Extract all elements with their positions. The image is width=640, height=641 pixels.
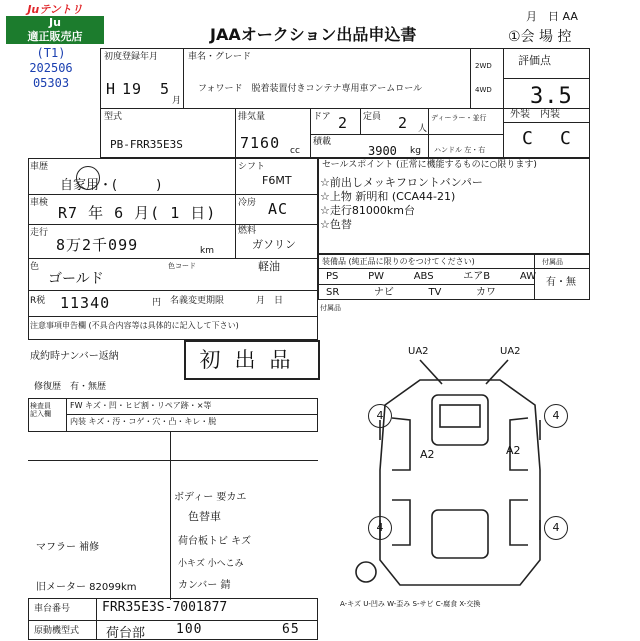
cc-unit: cc (290, 146, 300, 156)
shift-label: シフト (238, 162, 266, 172)
position-value: 荷台部 (106, 626, 146, 641)
use-value: 自家用・( ) (60, 178, 162, 193)
damage-legend: A-キズ U-凹み W-歪み S-サビ C-腐食 X-交換 (340, 600, 481, 608)
private-use-circle (76, 166, 100, 190)
fuel-value-diesel: 軽油 (258, 260, 280, 273)
inspection-check-label: 検査員 記入欄 (30, 402, 51, 418)
drive-2wd: 2WD (475, 62, 492, 70)
note-body: ボディー 要カエ (174, 492, 247, 503)
doors-label: ドア (313, 112, 331, 122)
tax-value: 11340 (60, 294, 111, 312)
header-venue: ①会 場 控 (508, 29, 572, 45)
drive-4wd: 4WD (475, 86, 492, 94)
tire-tread-mark-fl (368, 404, 392, 428)
first-reg-month-unit: 月 (172, 96, 182, 106)
cc-label: 排気量 (238, 112, 266, 122)
handle-label: ハンドル 左・右 (434, 146, 486, 154)
note-scratches: 小キズ 小へこみ (178, 559, 244, 569)
seats-value: 2 (398, 114, 409, 132)
load-value: 3900 (368, 144, 397, 158)
name-change-label: 名義変更期限 (170, 296, 225, 306)
sales-point-2: ☆上物 新明和 (CCA44-21) (320, 190, 456, 203)
document-title: JAAオークション出品申込書 (210, 25, 417, 44)
exterior-grade: C (522, 128, 534, 149)
sheet-id (8, 46, 94, 126)
name-change-value: 月 日 (256, 296, 284, 306)
header-date: 月 日 AA (526, 10, 578, 23)
seats-unit: 人 (418, 124, 428, 134)
equip-airbag: エアB (463, 271, 491, 282)
diagram-label-a2-left: A2 (420, 448, 435, 461)
equipment-title: 装備品 (純正品に限りのをつけてください) (322, 257, 475, 266)
tread-value: 4 (376, 521, 384, 534)
inspection-label: 車検 (30, 198, 49, 208)
equip-aw: AW (519, 271, 536, 282)
other-label: 付属品 (320, 304, 341, 312)
tread-value: 4 (552, 521, 560, 534)
first-reg-month: 5 (160, 80, 171, 98)
footer-code2: 65 (282, 622, 300, 637)
ac-label: 冷房 (238, 198, 257, 208)
tax-unit: 円 (152, 298, 162, 308)
diagram-label-a2-right: A2 (506, 444, 521, 457)
tire-tread-mark-rl (368, 516, 392, 540)
equip-ps: PS (326, 271, 339, 282)
tax-label: R税 (30, 296, 46, 306)
inspection-row1: FW キズ・凹・ヒビ割・リペア跡・×等 (70, 401, 212, 410)
vin-label: 車台番号 (34, 604, 71, 614)
color-code-label: 色コード (168, 262, 196, 270)
sheet-id-line1: (T1) (36, 46, 66, 60)
note-rust: カンバー 錆 (178, 580, 231, 591)
note-color-change: 色替車 (188, 510, 221, 523)
tread-value: 4 (552, 409, 560, 422)
seats-label: 定員 (363, 112, 382, 122)
sales-point-4: ☆色替 (320, 218, 352, 231)
equip-navi: ナビ (373, 287, 394, 298)
sales-points-title: セールスポイント (正常に機能するものに○限ります) (322, 160, 537, 170)
score-label: 評価点 (518, 54, 551, 67)
mileage-label: 走行 (30, 228, 49, 238)
vin-value: FRR35E3S-7001877 (102, 600, 228, 615)
note-old-meter: 旧メーター 82099km (36, 582, 137, 593)
vehicle-name-label: 車名・グレード (188, 52, 252, 62)
doors-value: 2 (338, 114, 349, 132)
footer-code1: 100 (176, 622, 203, 637)
equip-tv: TV (428, 287, 442, 298)
first-reg-label: 初度登録年月 (104, 52, 159, 62)
auction-logo (6, 4, 104, 44)
note-muffler: マフラー 補修 (36, 542, 100, 553)
dealer-label: ディーラー・並行 (431, 114, 487, 122)
equip-leather: カワ (475, 287, 496, 298)
equipment-row2 (326, 288, 496, 298)
score-value: 3.5 (530, 84, 573, 109)
vehicle-name: フォワード 脱着装置付きコンテナ専用車アームロール (198, 84, 423, 94)
notes-label: 注意事項申告欄 (不具合内容等は具体的に記入して下さい) (30, 321, 239, 330)
equipment-extra: 有・無 (546, 277, 576, 288)
first-reg-era: H (106, 80, 117, 98)
fuel-value: ガソリン (252, 238, 296, 251)
exterior-interior-label: 外装 内装 (510, 109, 560, 120)
mileage-unit: km (200, 246, 214, 256)
ac-value: AC (268, 200, 289, 218)
diagram-label-ua2-left: UA2 (408, 346, 429, 357)
tire-tread-mark-fr (544, 404, 568, 428)
first-listing-stamp: 初出品 (184, 340, 320, 380)
tire-tread-mark-rr (544, 516, 568, 540)
model-value: PB-FRR35E3S (110, 138, 183, 151)
sales-point-3: ☆走行81000km台 (320, 204, 415, 217)
color-value: ゴールド (48, 271, 104, 287)
first-reg-year: 19 (122, 80, 143, 98)
shift-value: F6MT (262, 174, 292, 187)
fuel-label: 燃料 (238, 226, 257, 236)
inspection-row2: 内装 キズ・汚・コゲ・穴・凸・キレ・脱 (70, 417, 217, 426)
model-label: 型式 (104, 112, 123, 122)
equipment-row1 (326, 272, 536, 282)
position-label: 原動機型式 (34, 626, 80, 636)
load-label: 積載 (313, 137, 332, 147)
load-unit: kg (410, 146, 421, 156)
plate-label: 成約時ナンバー返納 (30, 351, 119, 362)
note-cargo: 荷台板トビ キズ (178, 536, 251, 547)
equip-pw: PW (368, 271, 384, 282)
sheet-id-line2: 202506 (29, 61, 73, 75)
logo-line2: Ju (6, 16, 104, 30)
mileage-value: 8万2千099 (56, 236, 139, 254)
use-label: 車歴 (30, 162, 49, 172)
sales-point-1: ☆前出しメッキフロントバンパー (320, 176, 483, 189)
equipment-sub-label: 付属品 (542, 258, 563, 266)
tread-value: 4 (376, 409, 384, 422)
inspection-value: R7 年 6 月( 1 日) (58, 204, 217, 222)
color-label: 色 (30, 262, 40, 272)
diagram-label-ua2-right: UA2 (500, 346, 521, 357)
repair-label: 修復歴 有・無歴 (34, 382, 107, 392)
sheet-id-line3: 05303 (32, 76, 70, 90)
cc-value: 7160 (240, 134, 281, 152)
logo-line3: 適正販売店 (6, 30, 104, 44)
interior-grade: C (560, 128, 572, 149)
equip-sr: SR (326, 287, 340, 298)
logo-line1: Juテントリ (6, 4, 104, 16)
equip-abs: ABS (413, 271, 434, 282)
